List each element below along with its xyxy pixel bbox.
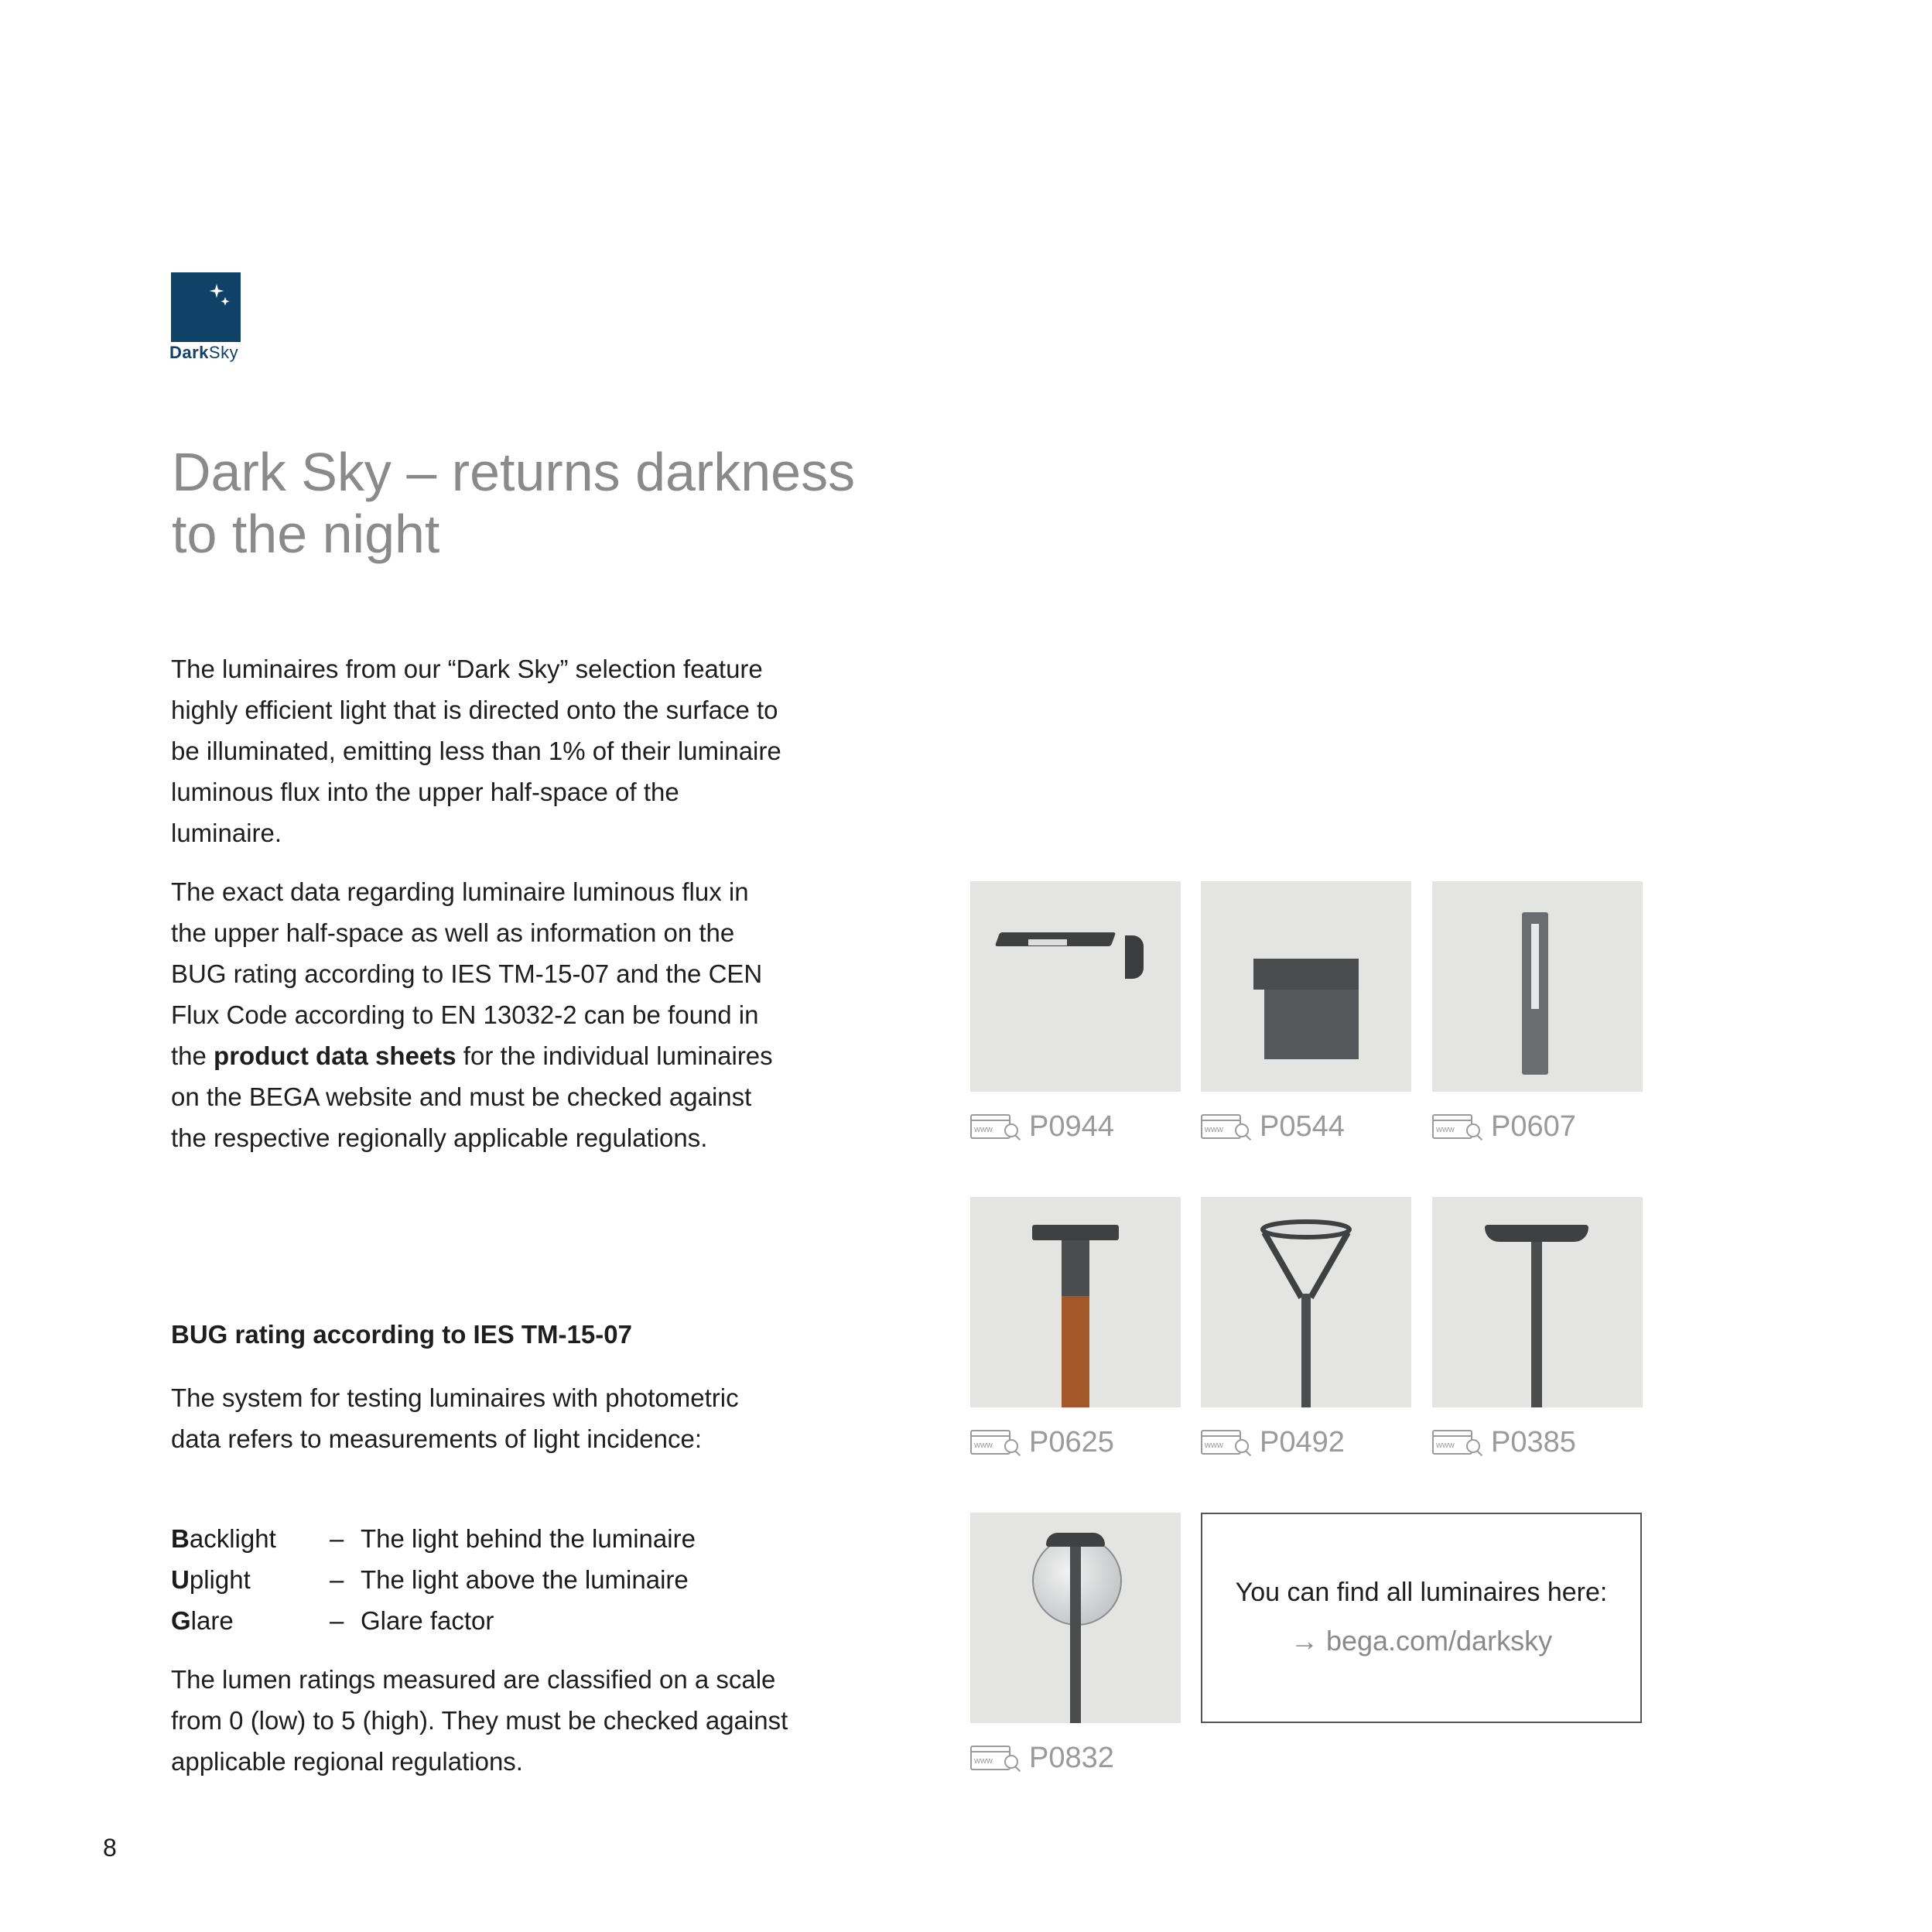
product-link-p0544[interactable]: www P0544	[1201, 1110, 1345, 1144]
www-search-icon: www	[970, 1430, 1021, 1456]
all-luminaires-box	[1201, 1513, 1642, 1723]
product-image-p0944[interactable]	[970, 881, 1181, 1092]
product-image-p0625[interactable]	[970, 1197, 1181, 1407]
www-search-icon: www	[1201, 1114, 1252, 1140]
bug-intro: The system for testing luminaires with photometric data refers to measurements of light incidence:	[171, 1383, 739, 1453]
intro-paragraph: The luminaires from our “Dark Sky” selection feature highly efficient light that is directed onto the surface to be illuminated, emitting less than 1% of their luminaire luminous flux into the upper half-space of the luminaire.	[171, 655, 781, 847]
product-image-p0385[interactable]	[1432, 1197, 1643, 1407]
arrow-right-icon: →	[1290, 1625, 1318, 1657]
product-link-p0832[interactable]: www P0832	[970, 1742, 1114, 1775]
product-image-p0492[interactable]	[1201, 1197, 1411, 1407]
product-link-p0944[interactable]: www P0944	[970, 1110, 1114, 1144]
www-search-icon: www	[970, 1746, 1021, 1772]
page-number: 8	[103, 1834, 117, 1862]
product-image-p0832[interactable]	[970, 1513, 1181, 1723]
data-paragraph: The exact data regarding luminaire luminous flux in the upper half-space as well as information on the BUG rating according to IES TM-15-07 and the CEN Flux Code according to EN 13032-2 can be found in the product data sheets for the individual luminaires on the BEGA website and must be checked against the respective regionally applicable regulations.	[171, 877, 773, 1152]
darksky-logo	[171, 272, 241, 342]
bug-item-glare: Glare – Glare factor	[171, 1606, 494, 1635]
logo-text: DarkSky	[169, 343, 239, 362]
bug-item-backlight: Backlight – The light behind the luminaire	[171, 1524, 696, 1553]
product-link-p0385[interactable]: www P0385	[1432, 1426, 1576, 1459]
product-link-p0625[interactable]: www P0625	[970, 1426, 1114, 1459]
product-link-p0607[interactable]: www P0607	[1432, 1110, 1576, 1144]
bug-heading: BUG rating according to IES TM-15-07	[171, 1320, 632, 1349]
bug-item-uplight: Uplight – The light above the luminaire	[171, 1565, 689, 1594]
product-image-p0544[interactable]	[1201, 881, 1411, 1092]
www-search-icon: www	[970, 1114, 1021, 1140]
www-search-icon: www	[1432, 1114, 1483, 1140]
bug-outro: The lumen ratings measured are classified on a scale from 0 (low) to 5 (high). They must be checked against applicable regional regulations.	[171, 1665, 788, 1776]
page-title: Dark Sky – returns darkness to the night	[172, 442, 856, 564]
www-search-icon: www	[1432, 1430, 1483, 1456]
product-link-p0492[interactable]: www P0492	[1201, 1426, 1345, 1459]
all-luminaires-text: You can find all luminaires here:	[1235, 1578, 1608, 1607]
product-image-p0607[interactable]	[1432, 881, 1643, 1092]
www-search-icon: www	[1201, 1430, 1252, 1456]
moon-stars-icon	[171, 272, 241, 342]
darksky-link[interactable]: → bega.com/darksky	[1290, 1625, 1553, 1657]
